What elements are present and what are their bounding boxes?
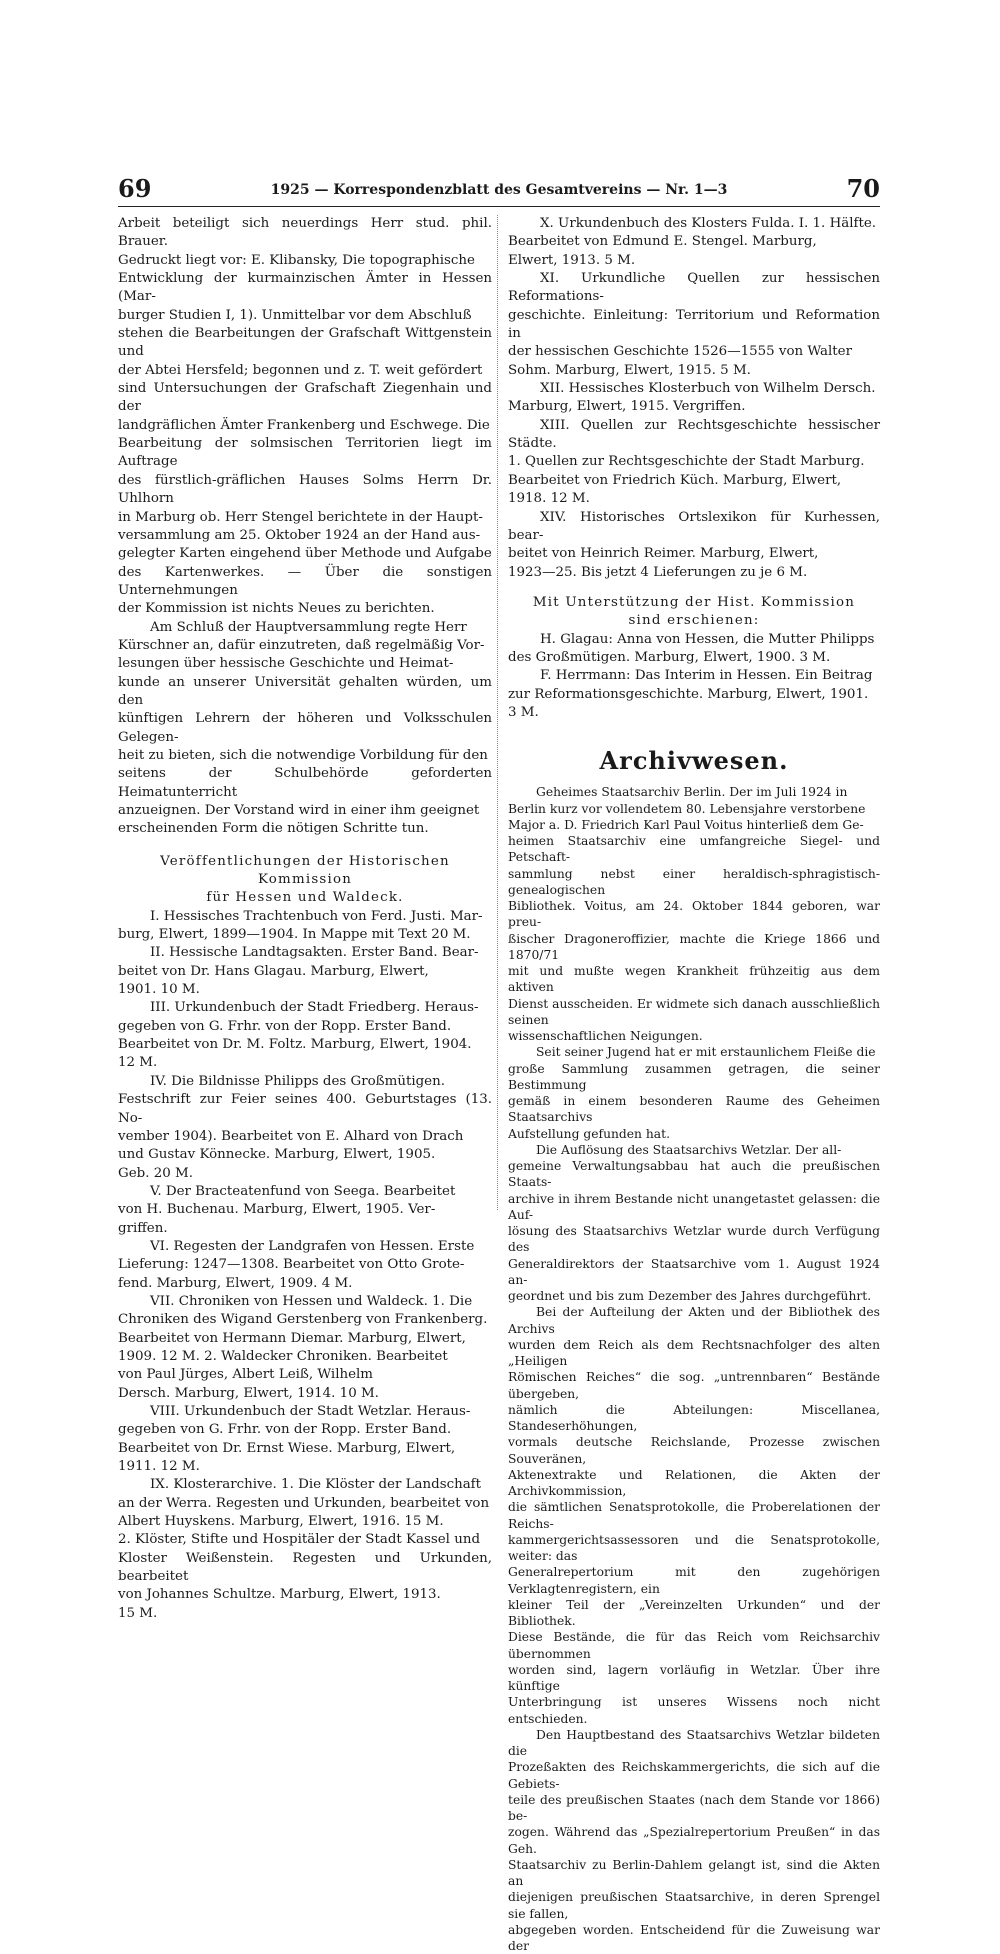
publication-list [118, 908, 492, 1623]
left-column [118, 215, 492, 1623]
publication-item: IV. Die Bildnisse Philipps des Großmütigen. Festschrift zur Feier seines 400. Geburtstages (13. No- vember 1904). Bearbeitet von E. Alhard von Drach und Gustav Könnecke. Marburg, Elwert, 1905. Geb. 20 M. [118, 1073, 492, 1181]
archive-paragraph: Die Auflösung des Staatsarchivs Wetzlar. Der all- gemeine Verwaltungsabbau hat auch die preußischen Staats- archive in ihrem Bestande nicht unangetastet gelassen: die Auf- lösung des Staatsarchivs Wetzlar wurde durch Verfügung des Generaldirektors der Staatsarchive vom 1. August 1924 an- geordnet und bis zum Dezember des Jahres durchgeführt. [508, 1142, 880, 1304]
publication-item: I. Hessisches Trachtenbuch von Ferd. Justi. Mar- burg, Elwert, 1899—1904. In Mappe mit Text 20 M. [118, 908, 483, 943]
publication-item: XI. Urkundliche Quellen zur hessischen Reformations- geschichte. Einleitung: Territorium und Reformation in der hessischen Geschichte 1526—1555 von Walter Sohm. Marburg, Elwert, 1915. 5 M. [508, 271, 880, 378]
publication-item: VII. Chroniken von Hessen und Waldeck. 1. Die Chroniken des Wigand Gerstenberg von Frankenberg. Bearbeitet von Hermann Diemar. Marburg, Elwert, 1909. 12 M. 2. Waldecker Chroniken. Bearbeitet von Paul Jürges, Albert Leiß, Wilhelm Dersch. Marburg, Elwert, 1914. 10 M. [118, 1293, 488, 1401]
supported-publication-item: H. Glagau: Anna von Hessen, die Mutter Philipps des Großmütigen. Marburg, Elwert, 1900. 3 M. [508, 631, 875, 665]
running-header [118, 176, 880, 207]
supported-publications-heading: Mit Unterstützung der Hist. Kommission sind erschienen: [532, 594, 856, 629]
publication-item: XIII. Quellen zur Rechtsgeschichte hessischer Städte. 1. Quellen zur Rechtsgeschichte der Stadt Marburg. Bearbeitet von Friedrich Küch. Marburg, Elwert, 1918. 12 M. [508, 417, 880, 507]
page-number-left: 69 [118, 174, 152, 203]
running-title: 1925 — Korrespondenzblatt des Gesamtvereins — Nr. 1—3 [270, 182, 728, 198]
supported-publication-list [508, 631, 880, 723]
right-column [508, 215, 880, 1954]
supported-publication-item: F. Herrmann: Das Interim in Hessen. Ein Beitrag zur Reformationsgeschichte. Marburg, Elwert, 1901. 3 M. [508, 668, 873, 720]
paragraph-lectures: Am Schluß der Hauptversammlung regte Herr Kürschner an, dafür einzutreten, daß regelmäßig Vor- lesungen über hessische Geschichte und Heimat- kunde an unserer Universität gehalten würden, um den künftigen Lehrern der höheren und Volksschulen Gelegen- heit zu bieten, sich die notwendige Vorbildung für den seitens der Schulbehörde geforderten Heimatunterricht anzueignen. Der Vorstand wird in einer ihm geeignet erscheinenden Form die nötigen Schritte tun. [118, 619, 492, 837]
archive-news [508, 784, 880, 1954]
publication-item: XIV. Historisches Ortslexikon für Kurhessen, bear- beitet von Heinrich Reimer. Marburg, Elwert, 1923—25. Bis jetzt 4 Lieferungen zu je 6 M. [508, 509, 880, 580]
column-divider [497, 215, 498, 1210]
section-title-archivwesen: Archivwesen. [599, 746, 789, 776]
page-number-right: 70 [846, 174, 880, 203]
publication-item: X. Urkundenbuch des Klosters Fulda. I. 1. Hälfte. Bearbeitet von Edmund E. Stengel. Marburg, Elwert, 1913. 5 M. [508, 216, 877, 268]
archive-paragraph: Bei der Aufteilung der Akten und der Bibliothek des Archivs wurden dem Reich als dem Rechtsnachfolger des alten „Heiligen Römischen Reiches“ die sog. „untrennbaren“ Bestände übergeben, nämlich die Abteilungen: Miscellanea, Standeserhöhungen, vormals deutsche Reichslande, Prozesse zwischen Souveränen, Aktenextrakte und Relationen, die Akten der Archivkommission, die sämtlichen Senatsprotokolle, die Proberelationen der Reichs- kammergerichtsassessoren und die Senatsprotokolle, weiter: das Generalrepertorium mit den zugehörigen Verklagtenregistern, ein kleiner Teil der „Vereinzelten Urkunden“ und der Bibliothek. Diese Bestände, die für das Reich vom Reichsarchiv übernommen worden sind, lagern vorläufig in Wetzlar. Über ihre künftige Unterbringung ist unseres Wissens noch nicht entschieden. [508, 1305, 880, 1726]
publication-item: II. Hessische Landtagsakten. Erster Band. Bear- beitet von Dr. Hans Glagau. Marburg, Elwert, 1901. 10 M. [118, 945, 479, 998]
publications-heading: Veröffentlichungen der Historischen Kommission für Hessen und Waldeck. [160, 853, 450, 906]
paragraph-map-work: Arbeit beteiligt sich neuerdings Herr stud. phil. Brauer. Gedruckt liegt vor: E. Klibansky, Die topographische Entwicklung der kurmainzischen Ämter in Hessen (Mar- burger Studien I, 1). Unmittelbar vor dem Abschluß stehen die Bearbeitungen der Grafschaft Wittgenstein und der Abtei Hersfeld; begonnen und z. T. weit gefördert sind Untersuchungen der Grafschaft Ziegenhain und der landgräflichen Ämter Frankenberg und Eschwege. Die Bearbeitung der solmsischen Territorien liegt im Auftrage des fürstlich-gräflichen Hauses Solms Herrn Dr. Uhlhorn in Marburg ob. Herr Stengel berichtete in der Haupt- versammlung am 25. Oktober 1924 an der Hand aus- gelegter Karten eingehend über Methode und Aufgabe des Kartenwerkes. — Über die sonstigen Unternehmungen der Kommission ist nichts Neues zu berichten. [118, 216, 492, 617]
archive-paragraph: Den Hauptbestand des Staatsarchivs Wetzlar bildeten die Prozeßakten des Reichskammergerichts, die sich auf die Gebiets- teile des preußischen Staates (nach dem Stande vor 1866) be- zogen. Während das „Spezialrepertorium Preußen“ in das Geh. Staatsarchiv zu Berlin-Dahlem gelangt ist, sind die Akten an diejenigen preußischen Staatsarchive, in deren Sprengel sie fallen, abgegeben worden. Entscheidend für die Zuweisung war der [508, 1727, 880, 1954]
publication-item: XII. Hessisches Klosterbuch von Wilhelm Dersch. Marburg, Elwert, 1915. Vergriffen. [508, 381, 876, 415]
archive-paragraph: Seit seiner Jugend hat er mit erstaunlichem Fleiße die große Sammlung zusammen getragen, die seiner Bestimmung gemäß in einem besonderen Raume des Geheimen Staatsarchivs Aufstellung gefunden hat. [508, 1045, 880, 1141]
archive-paragraph: Geheimes Staatsarchiv Berlin. Der im Juli 1924 in Berlin kurz vor vollendetem 80. Lebensjahre verstorbene Major a. D. Friedrich Karl Paul Voitus hinterließ dem Ge- heimen Staatsarchiv eine umfangreiche Siegel- und Petschaft- sammlung nebst einer heraldisch-sphragistisch-genealogischen Bibliothek. Voitus, am 24. Oktober 1844 geboren, war preu- ßischer Dragoneroffizier, machte die Kriege 1866 und 1870/71 mit und mußte wegen Krankheit frühzeitig aus dem aktiven Dienst ausscheiden. Er widmete sich danach ausschließlich seinen wissenschaftlichen Neigungen. [508, 785, 880, 1044]
publication-item: IX. Klosterarchive. 1. Die Klöster der Landschaft an der Werra. Regesten und Urkunden, bearbeitet von Albert Huyskens. Marburg, Elwert, 1916. 15 M. 2. Klöster, Stifte und Hospitäler der Stadt Kassel und Kloster Weißenstein. Regesten und Urkunden, bearbeitet von Johannes Schultze. Marburg, Elwert, 1913. 15 M. [118, 1477, 492, 1621]
publication-item: III. Urkundenbuch der Stadt Friedberg. Heraus- gegeben von G. Frhr. von der Ropp. Erster Band. Bearbeitet von Dr. M. Foltz. Marburg, Elwert, 1904. 12 M. [118, 1000, 479, 1071]
publication-item: VIII. Urkundenbuch der Stadt Wetzlar. Heraus- gegeben von G. Frhr. von der Ropp. Erster Band. Bearbeitet von Dr. Ernst Wiese. Marburg, Elwert, 1911. 12 M. [118, 1404, 471, 1475]
publication-item: V. Der Bracteatenfund von Seega. Bearbeitet von H. Buchenau. Marburg, Elwert, 1905. Ver- griffen. [118, 1183, 456, 1236]
publication-list-continued [508, 215, 880, 582]
publication-item: VI. Regesten der Landgrafen von Hessen. Erste Lieferung: 1247—1308. Bearbeitet von Otto Grote- fend. Marburg, Elwert, 1909. 4 M. [118, 1238, 475, 1291]
